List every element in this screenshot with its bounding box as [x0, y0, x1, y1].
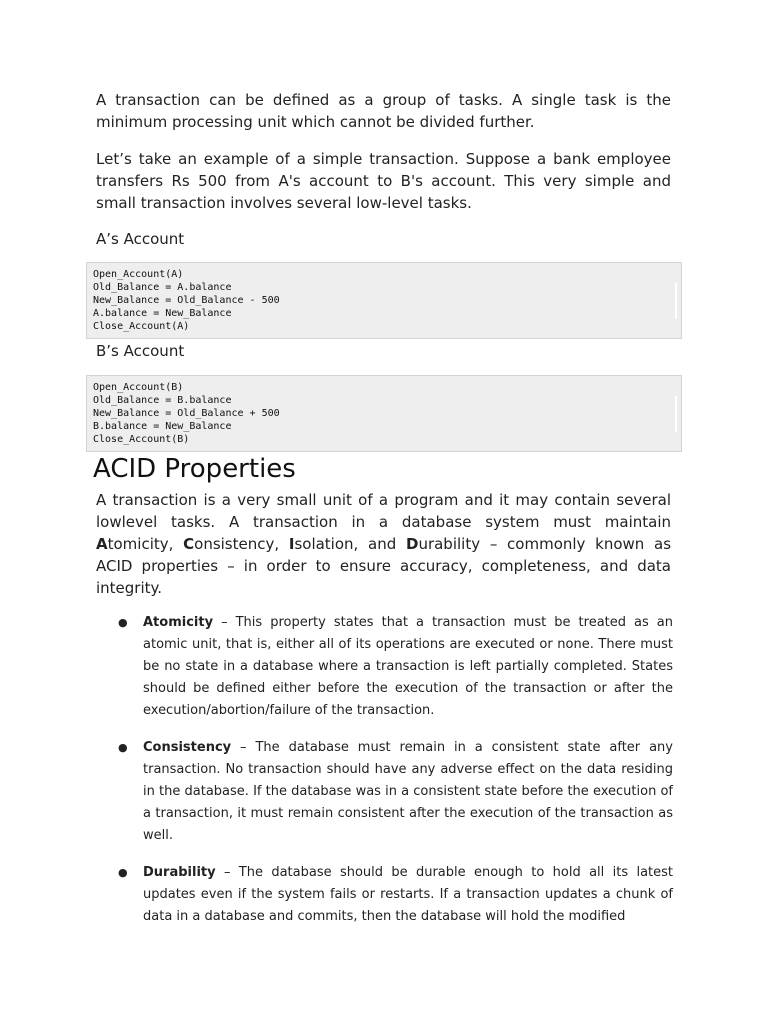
list-item-durability: [118, 862, 673, 928]
acid-word-durability-rest: urability: [418, 535, 481, 553]
property-description: – The database should be durable enough to hold all its latest updates even if the system fails or restarts. If a transaction updates a chunk of data in a database and commits, then the database will hold the modified: [143, 865, 673, 924]
property-description: – This property states that a transaction must be treated as an atomic unit, that is, either all of its operations are executed or none. There must be no state in a database where a transaction is left partially completed. States should be defined either before the execution of the transaction or after the execution/abortion/failure of the transaction.: [143, 615, 673, 718]
acid-property-list: [118, 612, 673, 943]
a-account-heading: A’s Account: [96, 230, 185, 248]
property-term: Durability: [143, 865, 216, 880]
a-account-code-block: Open_Account(A) Old_Balance = A.balance New_Balance = Old_Balance - 500 A.balance = New_Balance Close_Account(A): [86, 262, 682, 339]
b-account-code-block: Open_Account(B) Old_Balance = B.balance New_Balance = Old_Balance + 500 B.balance = New_Balance Close_Account(B): [86, 375, 682, 452]
list-item-consistency: [118, 737, 673, 847]
acid-intro-paragraph: [96, 489, 671, 599]
bullet-icon: ●: [118, 741, 128, 754]
property-term: Atomicity: [143, 615, 214, 630]
acid-word-atomicity-rest: tomicity,: [107, 535, 184, 553]
property-term: Consistency: [143, 740, 232, 755]
property-description: – The database must remain in a consistent state after any transaction. No transaction should have any adverse effect on the data residing in the database. If the database was in a consistent state before the execution of a transaction, it must remain consistent after the execution of the transaction as well.: [143, 740, 673, 843]
intro-paragraph-2: Let’s take an example of a simple transaction. Suppose a bank employee transfers Rs 500 from A's account to B's account. This very simple and small transaction involves several low-level tasks.: [96, 150, 671, 212]
acid-word-isolation-rest: solation, and: [294, 535, 406, 553]
intro-paragraph-1: A transaction can be defined as a group of tasks. A single task is the minimum processing unit which cannot be divided further.: [96, 91, 671, 131]
bullet-icon: ●: [118, 616, 128, 629]
acid-letter-d: D: [405, 535, 419, 553]
acid-letter-i: I: [288, 535, 295, 553]
acid-letter-a: A: [96, 535, 108, 553]
acid-intro-suffix: – commonly known as ACID properties – in order to ensure accuracy, completeness, and data integrity.: [96, 535, 672, 597]
bullet-icon: ●: [118, 866, 128, 879]
acid-intro-prefix: A transaction is a very small unit of a program and it may contain several lowlevel tasks. A transaction in a database system must maintain: [96, 491, 671, 531]
b-account-heading: B’s Account: [96, 342, 185, 360]
acid-properties-title: ACID Properties: [93, 454, 296, 484]
acid-letter-c: C: [183, 535, 195, 553]
list-item-atomicity: [118, 612, 673, 722]
acid-word-consistency-rest: onsistency,: [194, 535, 289, 553]
